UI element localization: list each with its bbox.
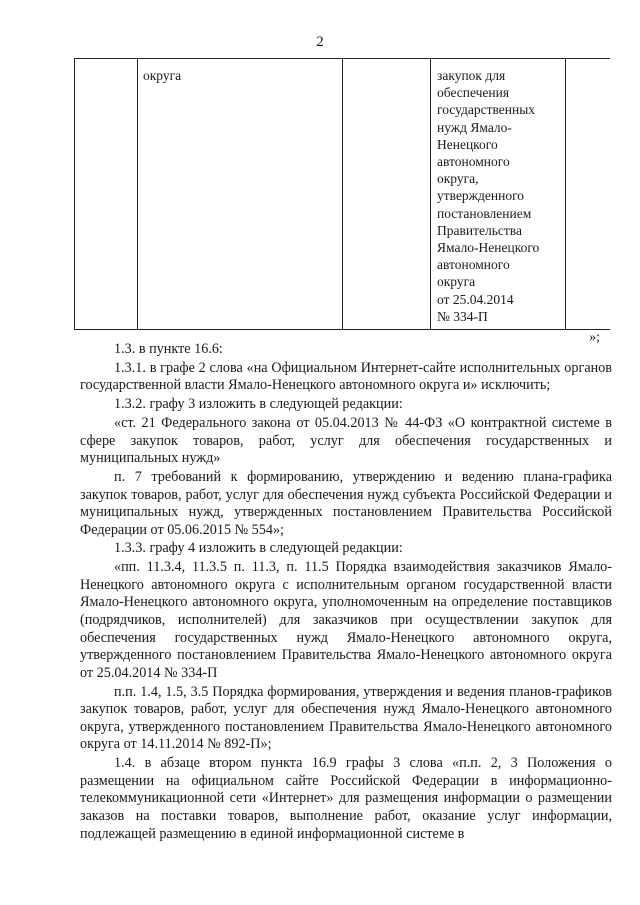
table-cell-line: Правительства (437, 222, 522, 238)
paragraph: 1.4. в абзаце втором пункта 16.9 графы 3 слова «п.п. 2, 3 Положения о размещении на официальном сайте Российской Федерации в информационно-телекоммуникационной сети «Интернет» для размещения информации о размещении заказов на поставки товаров, выполнение работ, оказание услуг информации, подлежащей размещению в единой информационной системе в (80, 755, 612, 842)
table-cell-line: автономного (437, 257, 510, 273)
paragraph: «ст. 21 Федерального закона от 05.04.2013 № 44-ФЗ «О контрактной системе в сфере закупок товаров, работ, услуг для обеспечения государственных и муниципальных нужд» (80, 414, 612, 467)
table-cell-line: от 25.04.2014 (437, 291, 514, 307)
table-fragment (74, 58, 610, 330)
table-cell-line: округа (437, 274, 476, 290)
table-cell-line: обеспечения (437, 85, 510, 101)
table-cell-line: Ненецкого (437, 136, 498, 152)
table-cell-line: автономного (437, 154, 510, 170)
table-cell-line: закупок для (437, 68, 506, 83)
table-cell-line: нужд Ямало- (437, 119, 512, 135)
table-cell-line: округа, (437, 171, 479, 187)
table-cell-line: № 334-П (437, 308, 488, 324)
paragraph: 1.3.1. в графе 2 слова «на Официальном Интернет-сайте исполнительных органов государственной власти Ямало-Ненецкого автономного округа и» исключить; (80, 359, 612, 394)
table-column-divider (137, 59, 138, 329)
closing-quote-mark: »; (589, 330, 600, 345)
table-column-divider (342, 59, 343, 329)
paragraph: п. 7 требований к формированию, утверждению и ведению плана-графика закупок товаров, работ, услуг для обеспечения нужд субъекта Российской Федерации и муниципальных нужд, утвержденных постановлением Правительства Российской Федерации от 05.06.2015 № 554»; (80, 468, 612, 538)
table-cell-line: постановлением (437, 205, 532, 221)
document-body (80, 341, 612, 843)
table-column-divider (430, 59, 431, 329)
table-cell-line: утвержденного (437, 188, 525, 204)
page-number: 2 (316, 34, 324, 50)
paragraph: 1.3.2. графу 3 изложить в следующей редакции: (114, 396, 403, 413)
paragraph: «пп. 11.3.4, 11.3.5 п. 11.3, п. 11.5 Порядка взаимодействия заказчиков Ямало-Ненецкого автономного округа с исполнительным органом государственной власти Ямало-Ненецкого автономного округа, уполномоченным на определение поставщиков (подрядчиков, исполнителей) для заказчиков при осуществлении закупок для обеспечения государственных нужд Ямало-Ненецкого автономного округа, утвержденного постановлением Правительства Ямало-Ненецкого автономного округа от 25.04.2014 № 334-П (80, 559, 612, 681)
table-cell-column-4 (437, 67, 539, 325)
table-cell-column-2: округа (143, 68, 182, 83)
table-cell-line: государственных (437, 102, 536, 118)
table-cell-line: Ямало-Ненецкого (437, 240, 540, 256)
paragraph: 1.3. в пункте 16.6: (114, 341, 223, 357)
table-column-divider (565, 59, 566, 329)
paragraph: 1.3.3. графу 4 изложить в следующей редакции: (114, 540, 403, 557)
paragraph: п.п. 1.4, 1.5, 3.5 Порядка формирования, утверждения и ведения планов-графиков закупок товаров, работ, услуг для обеспечения нужд Ямало-Ненецкого автономного округа, утвержденного постановлением Правительства Ямало-Ненецкого автономного округа от 14.11.2014 № 892-П»; (80, 683, 612, 753)
